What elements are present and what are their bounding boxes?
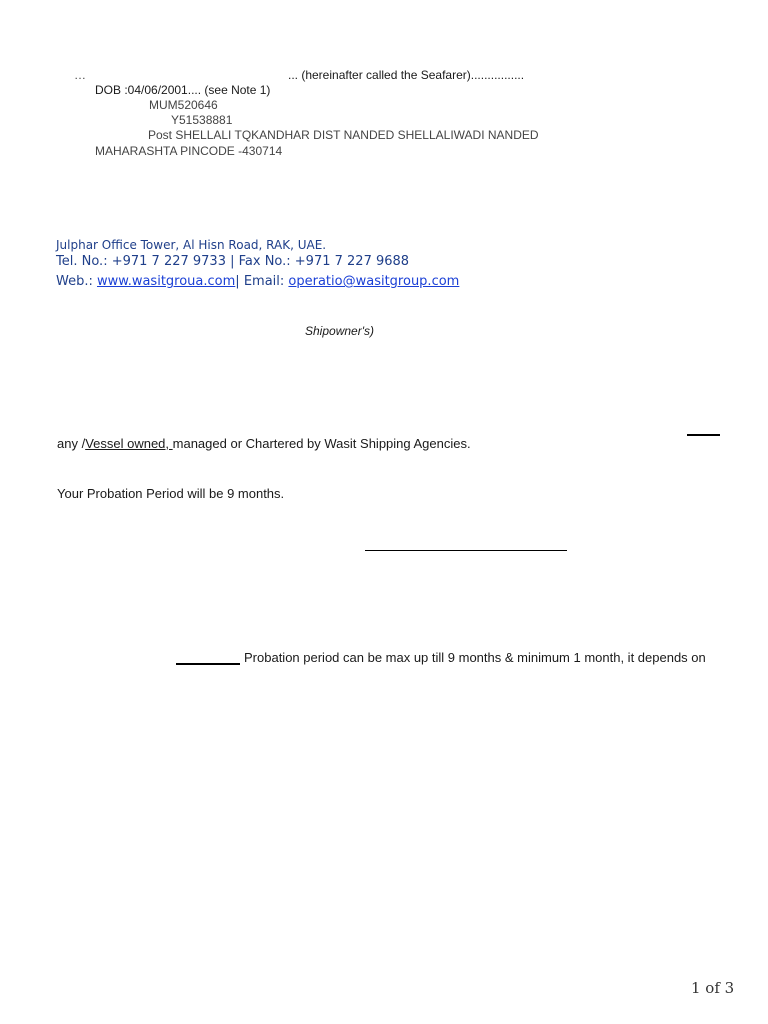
contact-separator: | (235, 274, 240, 289)
vessel-rest: managed or Chartered by Wasit Shipping Agencies. (172, 436, 471, 451)
web-link[interactable]: www.wasitgroua.com (97, 274, 236, 289)
leading-ellipsis: … (74, 68, 86, 82)
seafarer-hereinafter: ... (hereinafter called the Seafarer)................ (288, 68, 525, 82)
vessel-prefix: any / (57, 436, 86, 451)
signature-line (365, 550, 567, 551)
seafarer-address-line-1: Post SHELLALI TQKANDHAR DIST NANDED SHELLALIWADI NANDED (148, 128, 539, 142)
seafarer-id-1: MUM520646 (149, 98, 218, 112)
shipowner-label: Shipowner's) (305, 324, 374, 338)
probation-period: Your Probation Period will be 9 months. (57, 486, 285, 501)
note-blank-line (176, 663, 240, 665)
email-label: Email: (243, 274, 285, 289)
vessel-underlined: Vessel owned, (85, 436, 173, 451)
page-number: 1 of 3 (691, 979, 735, 997)
blank-line-right (687, 434, 720, 436)
seafarer-id-2: Y51538881 (171, 113, 233, 127)
vessel-line (57, 436, 471, 451)
seafarer-dob: DOB :04/06/2001.... (see Note 1) (95, 83, 271, 97)
seafarer-address-line-2: MAHARASHTA PINCODE -430714 (95, 144, 283, 158)
email-link[interactable]: operatio@wasitgroup.com (288, 274, 460, 289)
probation-note: Probation period can be max up till 9 months & minimum 1 month, it depends on (244, 650, 706, 665)
company-phone-fax: Tel. No.: +971 7 227 9733 | Fax No.: +971 7 227 9688 (56, 254, 410, 269)
company-address: Julphar Office Tower, Al Hisn Road, RAK, UAE. (56, 238, 327, 252)
web-label: Web.: (56, 274, 93, 289)
company-web-email-line (56, 274, 459, 289)
